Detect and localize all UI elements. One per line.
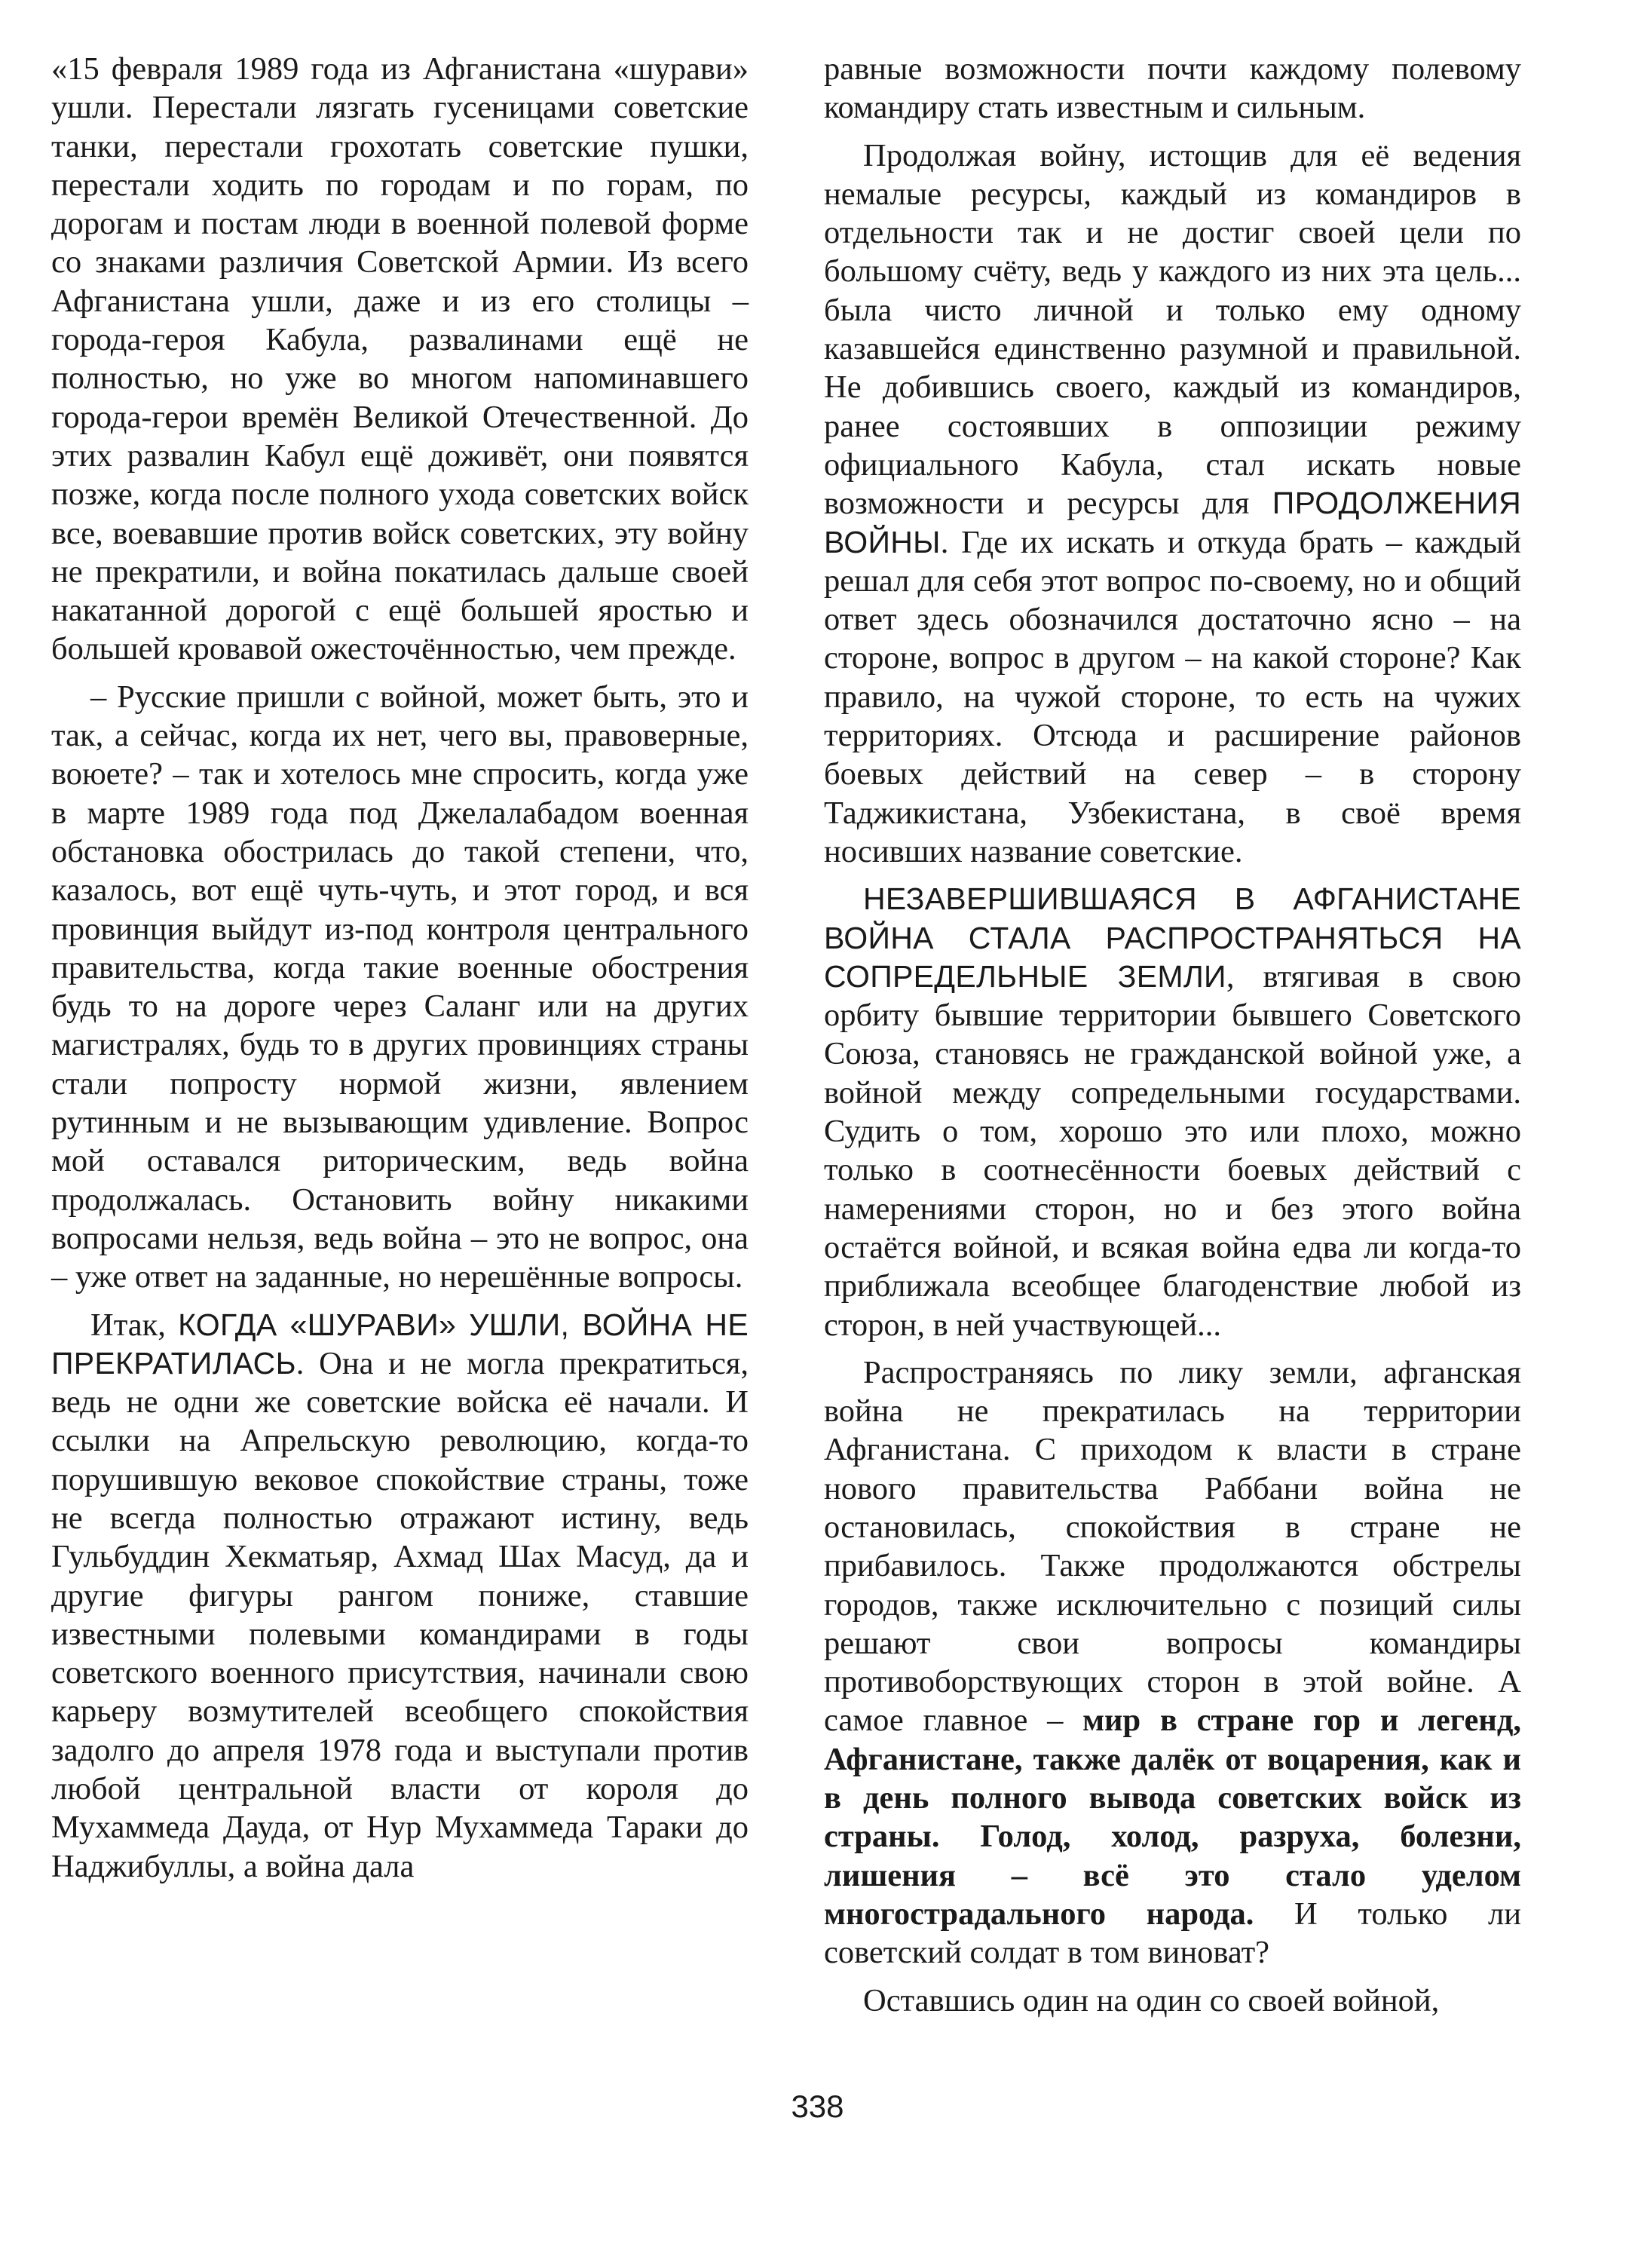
paragraph <box>824 880 1521 1344</box>
paragraph: – Русские пришли с войной, может быть, это и так, а сейчас, когда их нет, чего вы, правоверные, воюете? – так и хотелось мне спросить, когда уже в марте 1989 года под Джелалабадом военная обстановка обострилась до такой степени, что, казалось, вот ещё чуть-чуть, и этот город, и вся провинция выйдут из-под контроля центрального правительства, когда такие военные обострения будь то на дороге через Саланг или на других магистралях, будь то в других провинциях страны стали попросту нормой жизни, явлением рутинным и не вызывающим удивление. Вопрос мой оставался риторическим, ведь война продолжалась. Остановить войну никакими вопросами нельзя, ведь война – это не вопрос, она – уже ответ на заданные, но нерешённые вопросы. <box>51 679 749 1295</box>
paragraph-text: Продолжая войну, истощив для её ведения немалые ресурсы, каждый из командиров в отдельности так и не достиг своей цели по большому счёту, ведь у каждого из них эта цель... была чисто личной и только ему одному казавшейся единственно разумной и правильной. Не добившись своего, каждый из командиров, ранее состоявших в оппозиции режиму официального Кабула, стал искать новые возможности и ресурсы для <box>824 137 1521 522</box>
emphasis-caps: ПРОДОЛЖЕНИЯ ВОЙНЫ <box>824 486 1521 559</box>
paragraph <box>824 1353 1521 1972</box>
left-column <box>51 50 749 1895</box>
paragraph: равные возможности почти каждому полевому командиру стать известным и сильным. <box>824 51 1521 126</box>
page-number: 338 <box>791 2089 844 2124</box>
paragraph: Оставшись один на один со своей войной, <box>863 1982 1440 2018</box>
emphasis-caps: КОГДА «ШУРАВИ» УШЛИ, ВОЙНА НЕ ПРЕКРАТИЛАСЬ <box>51 1307 749 1381</box>
paragraph: «15 февраля 1989 года из Афганистана «шурави» ушли. Перестали лязгать гусеницами советские танки, перестали грохотать советские пушки, перестали ходить по городам и по горам, по дорогам и постам люди в военной полевой форме со знаками различия Советской Армии. Из всего Афганистана ушли, даже и из его столицы – города-героя Кабула, развалинами ещё не полностью, но уже во многом напоминавшего города-герои времён Великой Отечественной. До этих развалин Кабул ещё доживёт, они появятся позже, когда после полного ухода советских войск все, воевавшие против войск советских, эту войну не прекратили, и война покатилась дальше своей накатанной дорогой с ещё большей яростью и большей кровавой ожесточённостью, чем прежде. <box>51 51 749 667</box>
paragraph-text: , втягивая в свою орбиту бывшие территории бывшего Советского Союза, становясь не гражданской войной уже, а войной между сопредельными государствами. Судить о том, хорошо это или плохо, можно только в соотнесённости боевых действий с намерениями сторон, но и без этого война остаётся войной, и всякая война едва ли когда-то приближала всеобщее благоденствие любой из сторон, в ней участвующей... <box>824 958 1521 1343</box>
paragraph-text: Итак, <box>90 1307 179 1343</box>
paragraph-text: И только ли советский солдат в том виноват? <box>824 1896 1521 1971</box>
paragraph-text: . Она и не могла прекратиться, ведь не одни же советские войска её начали. И ссылки на Апрельскую революцию, когда-то порушившую вековое спокойствие страны, тоже не всегда полностью отражают истину, ведь Гульбуддин Хекматьяр, Ахмад Шах Масуд, да и другие фигуры рангом пониже, ставшие известными полевыми командирами в годы советского военного присутствия, начинали свою карьеру возмутителей всеобщего спокойствия задолго до апреля 1978 года и выступали против любой центральной власти от короля до Мухаммеда Дауда, от Нур Мухаммеда Тараки до Наджибуллы, а война дала <box>51 1345 749 1884</box>
paragraph <box>824 136 1521 872</box>
paragraph-text: . Где их искать и откуда брать – каждый решал для себя этот вопрос по-своему, но и общий ответ здесь обозначился достаточно ясно – на стороне, вопрос в другом – на какой стороне? Как правило, на чужой стороне, то есть на чужих территориях. Отсюда и расширение районов боевых действий на север – в сторону Таджикистана, Узбекистана, в своё время носивших название советские. <box>824 524 1521 869</box>
right-column <box>824 50 1521 2029</box>
paragraph-text: Распространяясь по лику земли, афганская война не прекратилась на территории Афганистана. С приходом к власти в стране нового правительства Раббани война не остановилась, спокойствия в стране не прибавилось. Также продолжаются обстрелы городов, также исключительно с позиций силы решают свои вопросы командиры противоборствующих сторон в этой войне. А самое главное – <box>824 1354 1521 1739</box>
paragraph <box>51 1306 749 1886</box>
emphasis-caps: НЕЗАВЕРШИВШАЯСЯ В АФГАНИСТАНЕ ВОЙНА СТАЛА РАСПРОСТРАНЯТЬСЯ НА СОПРЕДЕЛЬНЫЕ ЗЕМЛИ <box>824 881 1521 994</box>
emphasis-bold: мир в стране гор и легенд, Афганистане, также далёк от воцарения, как и в день полного вывода советских войск из страны. Голод, холод, разруха, болезни, лишения – всё это стало уделом многострадального народа. <box>824 1703 1521 1932</box>
